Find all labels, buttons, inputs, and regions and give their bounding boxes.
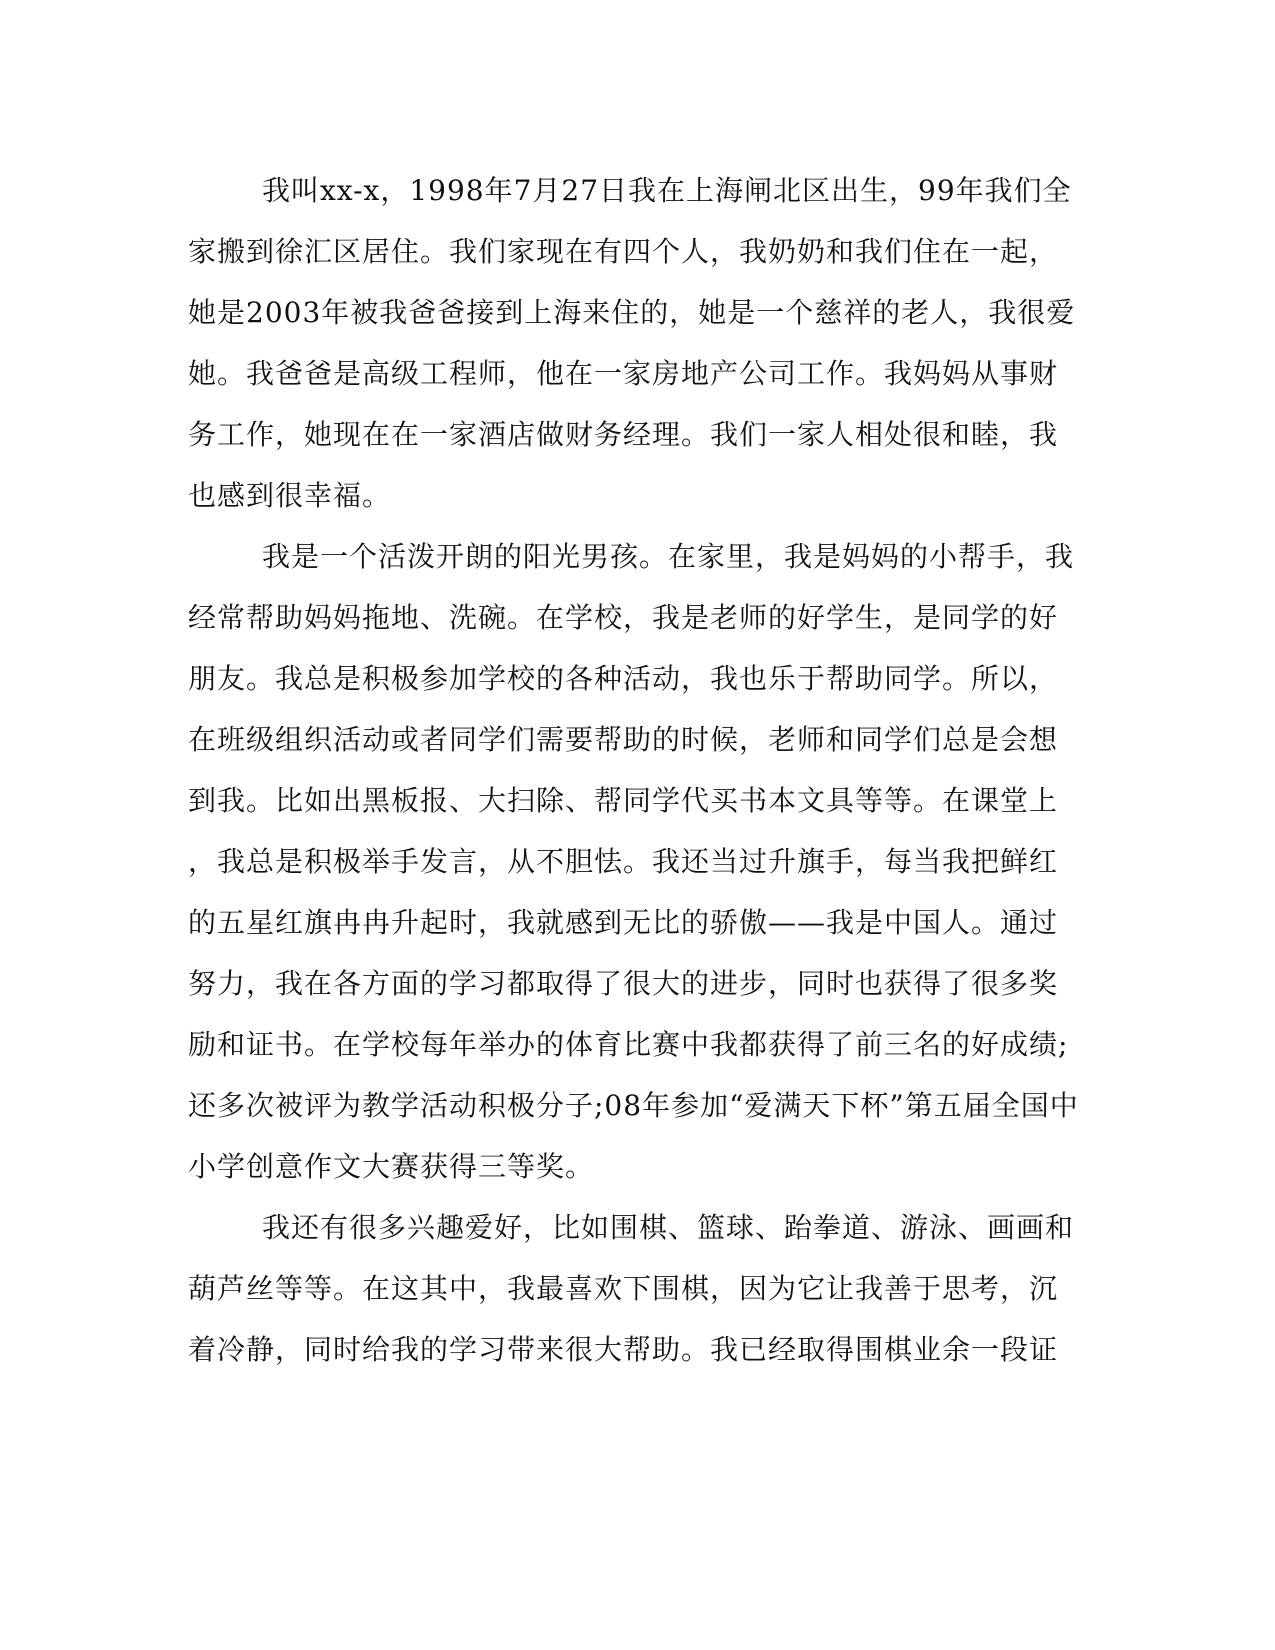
text-line: 经常帮助妈妈拖地、洗碗。在学校，我是老师的好学生，是同学的好 (188, 601, 1059, 634)
paragraph-personality (188, 526, 1078, 1197)
document-body (188, 160, 1078, 1380)
text-line: 我是一个活泼开朗的阳光男孩。在家里，我是妈妈的小帮手，我 (262, 540, 1075, 573)
text-line: 的五星红旗冉冉升起时，我就感到无比的骄傲——我是中国人。通过 (188, 906, 1059, 939)
text-line: 葫芦丝等等。在这其中，我最喜欢下围棋，因为它让我善于思考，沉 (188, 1272, 1059, 1305)
text-line: 我叫xx-x，1998年7月27日我在上海闸北区出生，99年我们全 (262, 174, 1072, 207)
text-line: 小学创意作文大赛获得三等奖。 (188, 1150, 595, 1183)
text-line: 在班级组织活动或者同学们需要帮助的时候，老师和同学们总是会想 (188, 723, 1059, 756)
text-line: 着冷静，同时给我的学习带来很大帮助。我已经取得围棋业余一段证 (188, 1333, 1059, 1366)
text-line: 励和证书。在学校每年举办的体育比赛中我都获得了前三名的好成绩; (188, 1028, 1069, 1061)
text-line: 我还有很多兴趣爱好，比如围棋、篮球、跆拳道、游泳、画画和 (262, 1211, 1075, 1244)
text-line: 也感到很幸福。 (188, 479, 392, 512)
text-line: 朋友。我总是积极参加学校的各种活动，我也乐于帮助同学。所以， (188, 662, 1059, 695)
text-line: 务工作，她现在在一家酒店做财务经理。我们一家人相处很和睦，我 (188, 418, 1059, 451)
text-line: 她。我爸爸是高级工程师，他在一家房地产公司工作。我妈妈从事财 (188, 357, 1059, 390)
text-line: 努力，我在各方面的学习都取得了很大的进步，同时也获得了很多奖 (188, 967, 1059, 1000)
text-line: 她是2003年被我爸爸接到上海来住的，她是一个慈祥的老人，我很爱 (188, 296, 1076, 329)
text-line: ，我总是积极举手发言，从不胆怯。我还当过升旗手，每当我把鲜红 (188, 845, 1059, 878)
paragraph-hobbies (188, 1197, 1078, 1380)
text-line: 到我。比如出黑板报、大扫除、帮同学代买书本文具等等。在课堂上 (188, 784, 1059, 817)
text-line: 家搬到徐汇区居住。我们家现在有四个人，我奶奶和我们住在一起， (188, 235, 1059, 268)
paragraph-family (188, 160, 1078, 526)
text-line: 还多次被评为教学活动积极分子;08年参加“爱满天下杯”第五届全国中 (188, 1089, 1079, 1122)
